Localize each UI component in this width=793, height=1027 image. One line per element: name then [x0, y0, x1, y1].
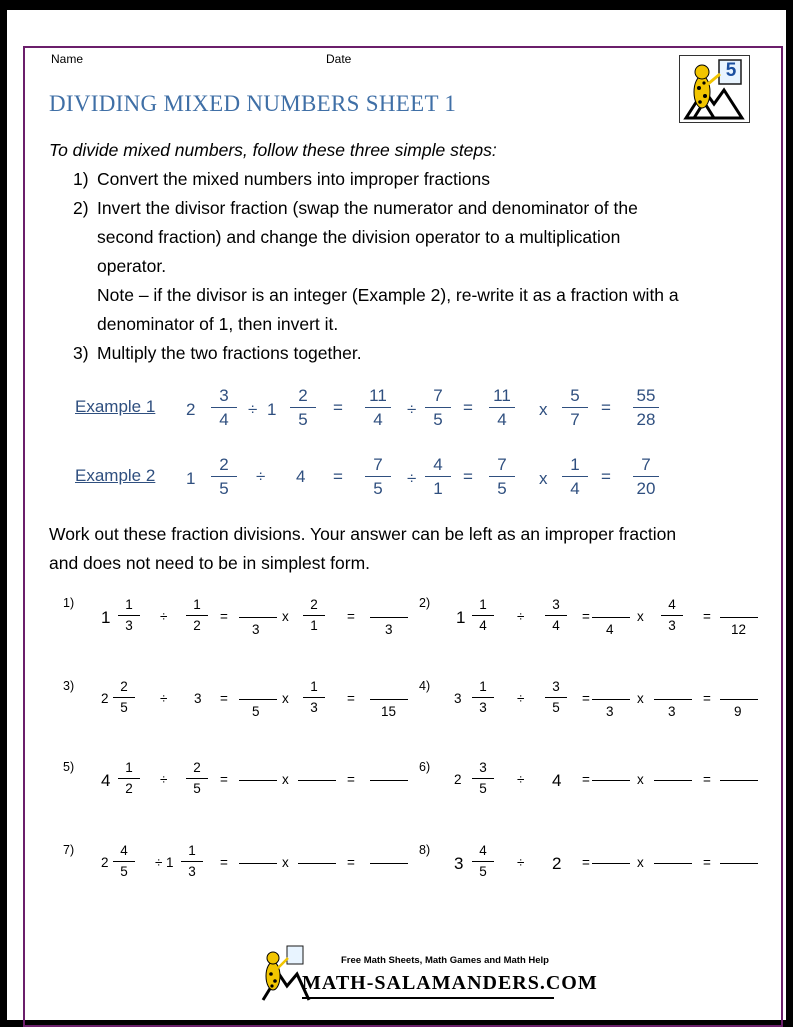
denominator: 5 — [219, 479, 229, 498]
divide-sign: ÷ — [160, 691, 168, 706]
numerator: 2 — [310, 597, 318, 612]
denominator: 3 — [252, 622, 260, 637]
step-2-line-1: Invert the divisor fraction (swap the numerator and denominator of the — [97, 198, 638, 218]
equals-sign: = — [463, 398, 473, 417]
fraction — [296, 598, 332, 632]
equals-sign: = — [347, 855, 355, 870]
denominator: 4 — [552, 617, 560, 633]
page-title: DIVIDING MIXED NUMBERS SHEET 1 — [49, 91, 457, 116]
numerator: 4 — [120, 843, 128, 858]
denominator: 4 — [479, 617, 487, 633]
denominator: 4 — [606, 622, 614, 637]
equals-sign: = — [703, 855, 711, 870]
equals-sign: = — [582, 772, 590, 787]
integer: 4 — [552, 771, 562, 790]
example-2-result — [626, 456, 666, 497]
equals-sign: = — [463, 467, 473, 486]
fraction — [179, 598, 215, 632]
divide-sign: ÷ — [517, 772, 525, 787]
name-label: Name — [51, 52, 84, 66]
answer-blank[interactable] — [298, 863, 336, 864]
step-2-number: 2) — [73, 198, 89, 218]
step-2-line-3: operator. — [97, 256, 167, 276]
answer-blank[interactable] — [239, 780, 277, 781]
numerator: 4 — [433, 455, 443, 474]
numerator: 55 — [636, 386, 656, 405]
numerator: 11 — [493, 386, 511, 405]
fraction — [465, 844, 501, 878]
note-line-2: denominator of 1, then invert it. — [97, 314, 339, 334]
denominator: 3 — [385, 622, 393, 637]
answer-blank-numerator[interactable] — [370, 617, 408, 618]
numerator: 3 — [479, 760, 487, 775]
grade-badge: 5 — [725, 60, 737, 81]
example-1-whole-1: 2 — [186, 400, 196, 419]
fraction — [296, 680, 332, 714]
step-1-number: 1) — [73, 169, 89, 189]
fraction — [538, 598, 574, 632]
numerator: 7 — [641, 455, 651, 474]
denominator: 28 — [636, 410, 656, 429]
problem-number: 1) — [63, 596, 75, 610]
intro-text: To divide mixed numbers, follow these three simple steps: — [49, 140, 497, 160]
example-2-multiply-1 — [482, 456, 522, 497]
answer-blank[interactable] — [239, 863, 277, 864]
whole-number: 4 — [101, 771, 111, 790]
numerator: 3 — [552, 679, 560, 694]
denominator: 5 — [298, 410, 308, 429]
denominator: 3 — [125, 617, 133, 633]
problem-number: 7) — [63, 843, 75, 857]
multiply-sign: x — [637, 772, 644, 787]
denominator: 5 — [193, 780, 201, 796]
equals-sign: = — [220, 609, 228, 624]
equals-sign: = — [347, 609, 355, 624]
multiply-sign: x — [282, 855, 289, 870]
divide-sign: ÷ — [517, 609, 525, 624]
equals-sign: = — [333, 467, 343, 486]
example-1-result — [626, 387, 666, 428]
denominator: 9 — [734, 704, 742, 719]
answer-blank-numerator[interactable] — [239, 617, 277, 618]
answer-blank[interactable] — [592, 780, 630, 781]
numerator: 1 — [479, 597, 487, 612]
denominator: 7 — [570, 410, 580, 429]
numerator: 7 — [497, 455, 507, 474]
example-1-multiply-2 — [555, 387, 595, 428]
divide-sign: ÷ — [517, 855, 525, 870]
answer-blank[interactable] — [298, 780, 336, 781]
equals-sign: = — [220, 691, 228, 706]
denominator: 5 — [120, 863, 128, 879]
problem-number: 5) — [63, 760, 75, 774]
equals-sign: = — [220, 855, 228, 870]
step-2-line-2: second fraction) and change the division operator to a multiplication — [97, 227, 621, 247]
numerator: 1 — [193, 597, 201, 612]
numerator: 3 — [219, 386, 229, 405]
example-1-whole-2: 1 — [267, 400, 277, 419]
footer-brand: MATH-SALAMANDERS.COM — [302, 972, 598, 994]
divide-sign: ÷ — [407, 469, 417, 488]
denominator: 3 — [310, 699, 318, 715]
denominator: 5 — [479, 863, 487, 879]
divide-sign: ÷ — [155, 855, 163, 870]
numerator: 11 — [369, 386, 387, 405]
problem-number: 3) — [63, 679, 75, 693]
denominator: 3 — [668, 704, 676, 719]
numerator: 2 — [193, 760, 201, 775]
example-1-label: Example 1 — [75, 397, 156, 416]
numerator: 7 — [373, 455, 383, 474]
equals-sign: = — [347, 691, 355, 706]
answer-blank[interactable] — [370, 863, 408, 864]
denominator: 2 — [193, 617, 201, 633]
answer-blank-numerator[interactable] — [720, 617, 758, 618]
footer-underline — [302, 997, 554, 999]
numerator: 2 — [219, 455, 229, 474]
denominator: 4 — [570, 479, 580, 498]
denominator: 1 — [310, 617, 318, 633]
answer-blank-numerator[interactable] — [239, 699, 277, 700]
denominator: 4 — [497, 410, 507, 429]
multiply-sign: x — [539, 400, 548, 419]
problem-number: 4) — [419, 679, 431, 693]
numerator: 1 — [125, 760, 133, 775]
example-2-multiply-2 — [555, 456, 595, 497]
fraction — [111, 761, 147, 795]
divide-sign: ÷ — [160, 609, 168, 624]
problem-number: 2) — [419, 596, 431, 610]
step-1-text: Convert the mixed numbers into improper fractions — [97, 169, 490, 189]
answer-blank[interactable] — [592, 863, 630, 864]
numerator: 1 — [125, 597, 133, 612]
denominator: 5 — [433, 410, 443, 429]
numerator: 1 — [479, 679, 487, 694]
answer-blank-numerator[interactable] — [720, 699, 758, 700]
equals-sign: = — [582, 609, 590, 624]
equals-sign: = — [582, 691, 590, 706]
example-1-multiply-1 — [482, 387, 522, 428]
numerator: 5 — [570, 386, 580, 405]
numerator: 3 — [552, 597, 560, 612]
denominator: 5 — [373, 479, 383, 498]
whole-number: 3 — [454, 691, 462, 706]
equals-sign: = — [333, 398, 343, 417]
whole-number: 1 — [101, 608, 111, 627]
date-label: Date — [326, 52, 352, 66]
fraction — [465, 680, 501, 714]
divide-sign: ÷ — [407, 400, 417, 419]
multiply-sign: x — [637, 609, 644, 624]
fraction — [654, 598, 690, 632]
example-2-improper-2 — [418, 456, 458, 497]
equals-sign: = — [601, 467, 611, 486]
numerator: 4 — [479, 843, 487, 858]
denominator: 3 — [668, 617, 676, 633]
numerator: 2 — [120, 679, 128, 694]
whole-number: 1 — [166, 855, 174, 870]
answer-blank-numerator[interactable] — [592, 617, 630, 618]
integer: 2 — [552, 854, 562, 873]
fraction — [465, 598, 501, 632]
multiply-sign: x — [637, 855, 644, 870]
instructions-line-1: Work out these fraction divisions. Your answer can be left as an improper fraction — [49, 524, 677, 544]
denominator: 5 — [120, 699, 128, 715]
whole-number: 2 — [101, 691, 109, 706]
answer-blank[interactable] — [370, 780, 408, 781]
problem-number: 6) — [419, 760, 431, 774]
example-2-fraction-1 — [204, 456, 244, 497]
equals-sign: = — [220, 772, 228, 787]
answer-blank[interactable] — [654, 780, 692, 781]
fraction — [111, 598, 147, 632]
answer-blank[interactable] — [654, 863, 692, 864]
equals-sign: = — [582, 855, 590, 870]
equals-sign: = — [601, 398, 611, 417]
denominator: 3 — [479, 699, 487, 715]
example-2-improper-1 — [358, 456, 398, 497]
denominator: 3 — [606, 704, 614, 719]
fraction — [106, 844, 142, 878]
step-3-number: 3) — [73, 343, 89, 363]
divide-sign: ÷ — [160, 772, 168, 787]
divide-sign: ÷ — [517, 691, 525, 706]
example-2-integer: 4 — [296, 467, 306, 486]
example-2-whole-1: 1 — [186, 469, 196, 488]
multiply-sign: x — [282, 691, 289, 706]
denominator: 12 — [731, 622, 747, 637]
answer-blank[interactable] — [720, 863, 758, 864]
denominator: 4 — [373, 410, 383, 429]
problem-number: 8) — [419, 843, 431, 857]
fraction — [174, 844, 210, 878]
fraction — [179, 761, 215, 795]
whole-number: 3 — [454, 854, 464, 873]
step-3-text: Multiply the two fractions together. — [97, 343, 362, 363]
whole-number: 2 — [454, 772, 462, 787]
whole-number: 1 — [456, 608, 466, 627]
equals-sign: = — [703, 609, 711, 624]
answer-blank-numerator[interactable] — [654, 699, 692, 700]
multiply-sign: x — [282, 609, 289, 624]
example-1-improper-2 — [418, 387, 458, 428]
answer-blank-numerator[interactable] — [592, 699, 630, 700]
denominator: 2 — [125, 780, 133, 796]
numerator: 4 — [668, 597, 676, 612]
denominator: 15 — [381, 704, 397, 719]
denominator: 1 — [433, 479, 443, 498]
denominator: 5 — [252, 704, 260, 719]
denominator: 5 — [552, 699, 560, 715]
fraction — [106, 680, 142, 714]
numerator: 7 — [433, 386, 443, 405]
equals-sign: = — [703, 772, 711, 787]
example-1-fraction-2 — [283, 387, 323, 428]
equals-sign: = — [703, 691, 711, 706]
whole-number: 2 — [101, 855, 109, 870]
footer-tagline: Free Math Sheets, Math Games and Math Help — [341, 955, 549, 966]
multiply-sign: x — [637, 691, 644, 706]
denominator: 4 — [219, 410, 229, 429]
denominator: 20 — [636, 479, 656, 498]
answer-blank[interactable] — [720, 780, 758, 781]
instructions-line-2: and does not need to be in simplest form. — [49, 553, 371, 573]
numerator: 1 — [310, 679, 318, 694]
multiply-sign: x — [282, 772, 289, 787]
equals-sign: = — [347, 772, 355, 787]
denominator: 3 — [188, 863, 196, 879]
divide-sign: ÷ — [248, 400, 258, 419]
divide-sign: ÷ — [256, 467, 266, 486]
note-line-1: Note – if the divisor is an integer (Example 2), re-write it as a fraction with a — [97, 285, 679, 305]
example-1-fraction-1 — [204, 387, 244, 428]
integer: 3 — [194, 691, 202, 706]
salamander-logo — [679, 55, 750, 123]
answer-blank-numerator[interactable] — [370, 699, 408, 700]
fraction — [538, 680, 574, 714]
numerator: 2 — [298, 386, 308, 405]
numerator: 1 — [188, 843, 196, 858]
numerator: 1 — [570, 455, 580, 474]
example-2-label: Example 2 — [75, 466, 156, 485]
example-1-improper-1 — [358, 387, 398, 428]
fraction — [465, 761, 501, 795]
multiply-sign: x — [539, 469, 548, 488]
denominator: 5 — [497, 479, 507, 498]
denominator: 5 — [479, 780, 487, 796]
